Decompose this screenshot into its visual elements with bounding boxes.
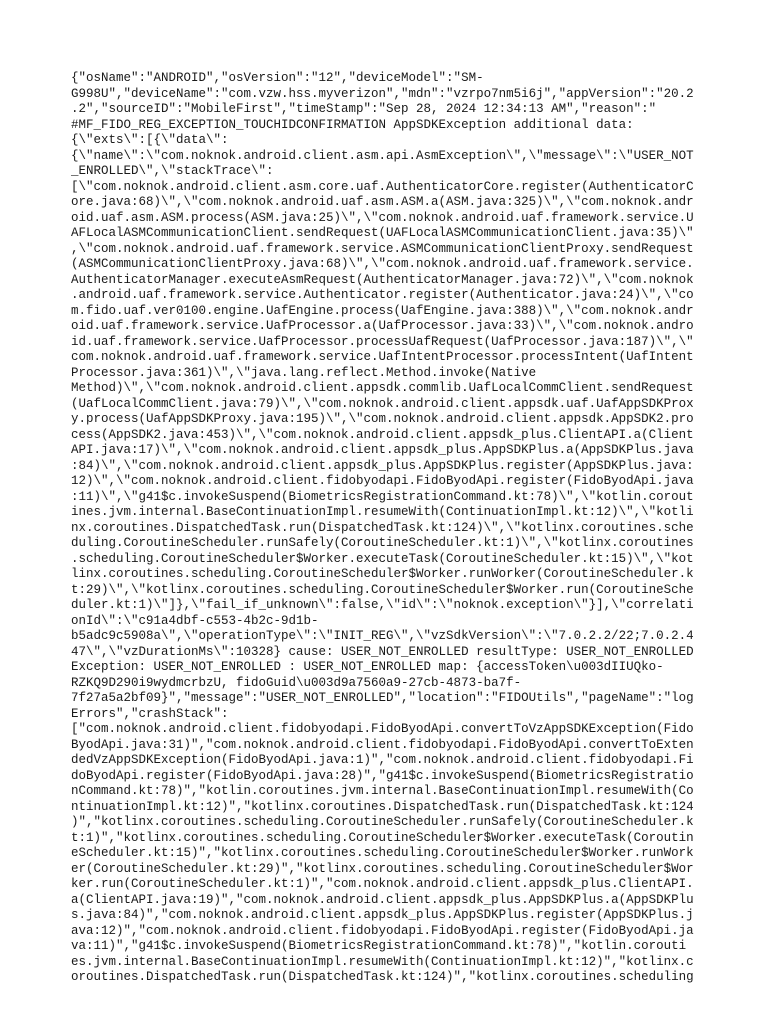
- log-line: ava:12)","com.noknok.android.client.fidobyodapi.FidoByodApi.register(FidoByodApi.ja: [71, 923, 694, 938]
- log-line: t:1)","kotlinx.coroutines.scheduling.CoroutineScheduler$Worker.executeTask(Coroutin: [71, 830, 694, 845]
- log-line: [\"com.noknok.android.client.asm.core.uaf.AuthenticatorCore.register(AuthenticatorC: [71, 179, 694, 194]
- log-line: Errors","crashStack":: [71, 706, 229, 721]
- log-line: (UafLocalCommClient.java:79)\",\"com.noknok.android.client.appsdk.uaf.UafAppSDKProx: [71, 396, 694, 411]
- log-line: {"osName":"ANDROID","osVersion":"12","deviceModel":"SM-: [71, 71, 484, 85]
- log-line: nx.coroutines.DispatchedTask.run(DispatchedTask.kt:124)\",\"kotlinx.coroutines.sche: [71, 520, 694, 535]
- log-line: .scheduling.CoroutineScheduler$Worker.executeTask(CoroutineScheduler.kt:15)\",\"kot: [71, 551, 694, 566]
- log-line: m.fido.uaf.ver0100.engine.UafEngine.process(UafEngine.java:388)\",\"com.noknok.andr: [71, 303, 694, 318]
- log-line: oid.uaf.asm.ASM.process(ASM.java:25)\",\"com.noknok.android.uaf.framework.service.U: [71, 210, 694, 225]
- log-line: )","kotlinx.coroutines.scheduling.CoroutineScheduler.runSafely(CoroutineScheduler.k: [71, 815, 694, 829]
- log-line: _ENROLLED\",\"stackTrace\":: [71, 164, 274, 178]
- log-line: AFLocalASMCommunicationClient.sendRequest(UAFLocalASMCommunicationClient.java:35)\": [71, 226, 694, 240]
- log-line: #MF_FIDO_REG_EXCEPTION_TOUCHIDCONFIRMATION AppSDKException additional data:: [71, 117, 634, 132]
- log-line: ines.jvm.internal.BaseContinuationImpl.resumeWith(ContinuationImpl.kt:12)\",\"kotli: [71, 505, 694, 519]
- log-line: eScheduler.kt:15)","kotlinx.coroutines.scheduling.CoroutineScheduler$Worker.runWork: [71, 846, 694, 860]
- log-line: .2","sourceID":"MobileFirst","timeStamp":"Sep 28, 2024 12:34:13 AM","reason":": [71, 102, 657, 116]
- log-line: t:29)\",\"kotlinx.coroutines.scheduling.CoroutineScheduler$Worker.run(CoroutineSche: [71, 582, 694, 597]
- log-line: ore.java:68)\",\"com.noknok.android.uaf.asm.ASM.a(ASM.java:325)\",\"com.noknok.andr: [71, 195, 694, 209]
- log-line: linx.coroutines.scheduling.CoroutineScheduler$Worker.runWorker(CoroutineScheduler.k: [71, 567, 694, 581]
- log-line: y.process(UafAppSDKProxy.java:195)\",\"com.noknok.android.client.appsdk.AppSDK2.pro: [71, 412, 694, 426]
- log-line: va:11)","g41$c.invokeSuspend(BiometricsRegistrationCommand.kt:78)","kotlin.corouti: [71, 939, 687, 953]
- log-line: er(CoroutineScheduler.kt:29)","kotlinx.coroutines.scheduling.CoroutineScheduler$Wor: [71, 861, 694, 876]
- log-line: oid.uaf.framework.service.UafProcessor.a(UafProcessor.java:33)\",\"com.noknok.andro: [71, 319, 694, 333]
- log-line: ,\"com.noknok.android.uaf.framework.service.ASMCommunicationClientProxy.sendRequest: [71, 241, 694, 256]
- log-line: com.noknok.android.uaf.framework.service.UafIntentProcessor.processIntent(UafIntent: [71, 350, 694, 364]
- log-line: a(ClientAPI.java:19)","com.noknok.android.client.appsdk_plus.AppSDKPlus.a(AppSDKPlu: [71, 892, 694, 907]
- log-line: 7f27a5a2bf09}","message":"USER_NOT_ENROLLED","location":"FIDOUtils","pageName":"log: [71, 691, 694, 705]
- log-line: b5adc9c5908a\",\"operationType\":\"INIT_REG\",\"vzSdkVersion\":\"7.0.2.2/22;7.0.2.4: [71, 629, 694, 643]
- log-line: Method)\",\"com.noknok.android.client.appsdk.commlib.UafLocalCommClient.sendRequest: [71, 381, 694, 395]
- log-line: cess(AppSDK2.java:453)\",\"com.noknok.android.client.appsdk_plus.ClientAPI.a(Client: [71, 427, 694, 442]
- log-line: {\"exts\":[{\"data\":: [71, 133, 229, 147]
- log-line: oroutines.DispatchedTask.run(DispatchedTask.kt:124)","kotlinx.coroutines.scheduling: [71, 970, 694, 984]
- log-line: AuthenticatorManager.executeAsmRequest(AuthenticatorManager.java:72)\",\"com.noknok: [71, 272, 694, 287]
- log-line: dedVzAppSDKException(FidoByodApi.java:1)","com.noknok.android.client.fidobyodapi.Fi: [71, 753, 694, 767]
- log-line: Exception: USER_NOT_ENROLLED : USER_NOT_ENROLLED map: {accessToken\u003dIIUQko-: [71, 660, 664, 674]
- log-line: id.uaf.framework.service.UafProcessor.processUafRequest(UafProcessor.java:187)\",\": [71, 334, 694, 349]
- log-line: {\"name\":\"com.noknok.android.client.asm.api.AsmException\",\"message\":\"USER_NOT: [71, 148, 694, 163]
- log-line: :84)\",\"com.noknok.android.client.appsdk_plus.AppSDKPlus.register(AppSDKPlus.java:: [71, 458, 694, 473]
- log-line: G998U","deviceName":"com.vzw.hss.myverizon","mdn":"vzrpo7nm5i6j","appVersion":"20.2: [71, 86, 694, 101]
- log-line: Processor.java:361)\",\"java.lang.reflect.Method.invoke(Native: [71, 365, 537, 380]
- log-line: nCommand.kt:78)","kotlin.coroutines.jvm.internal.BaseContinuationImpl.resumeWith(Co: [71, 784, 694, 798]
- log-line: ["com.noknok.android.client.fidobyodapi.FidoByodApi.convertToVzAppSDKException(Fido: [71, 722, 694, 736]
- log-line: duling.CoroutineScheduler.runSafely(CoroutineScheduler.kt:1)\",\"kotlinx.coroutines: [71, 536, 694, 550]
- log-line: ker.run(CoroutineScheduler.kt:1)","com.noknok.android.client.appsdk_plus.ClientAPI.: [71, 877, 694, 891]
- log-line: RZKQ9D290i9wydmcrbzU, fidoGuid\u003d9a7560a9-27cb-4873-ba7f-: [71, 675, 522, 690]
- log-line: 12)\",\"com.noknok.android.client.fidobyodapi.FidoByodApi.register(FidoByodApi.java: [71, 474, 694, 488]
- log-line: onId\":\"c91a4dbf-c553-4b2c-9d1b-: [71, 613, 319, 628]
- log-line: ByodApi.java:31)","com.noknok.android.client.fidobyodapi.FidoByodApi.convertToExten: [71, 737, 694, 752]
- log-line: duler.kt:1)\"]},\"fail_if_unknown\":false,\"id\":\"noknok.exception\"}],\"correlati: [71, 598, 694, 612]
- log-line: .android.uaf.framework.service.Authenticator.register(Authenticator.java:24)\",\"co: [71, 288, 694, 302]
- log-line: :11)\",\"g41$c.invokeSuspend(BiometricsRegistrationCommand.kt:78)\",\"kotlin.corout: [71, 489, 694, 504]
- log-line: (ASMCommunicationClientProxy.java:68)\",\"com.noknok.android.uaf.framework.service.: [71, 257, 694, 271]
- log-line: ntinuationImpl.kt:12)","kotlinx.coroutines.DispatchedTask.run(DispatchedTask.kt:124: [71, 799, 694, 814]
- log-line: 47\",\"vzDurationMs\":10328} cause: USER_NOT_ENROLLED resultType: USER_NOT_ENROLLED: [71, 644, 694, 659]
- log-line: doByodApi.register(FidoByodApi.java:28)","g41$c.invokeSuspend(BiometricsRegistratio: [71, 768, 694, 783]
- log-line: es.jvm.internal.BaseContinuationImpl.resumeWith(ContinuationImpl.kt:12)","kotlinx.c: [71, 954, 694, 969]
- log-line: API.java:17)\",\"com.noknok.android.client.appsdk_plus.AppSDKPlus.a(AppSDKPlus.java: [71, 443, 694, 457]
- log-line: s.java:84)","com.noknok.android.client.appsdk_plus.AppSDKPlus.register(AppSDKPlus.j: [71, 908, 694, 922]
- log-text-body: [71, 71, 701, 986]
